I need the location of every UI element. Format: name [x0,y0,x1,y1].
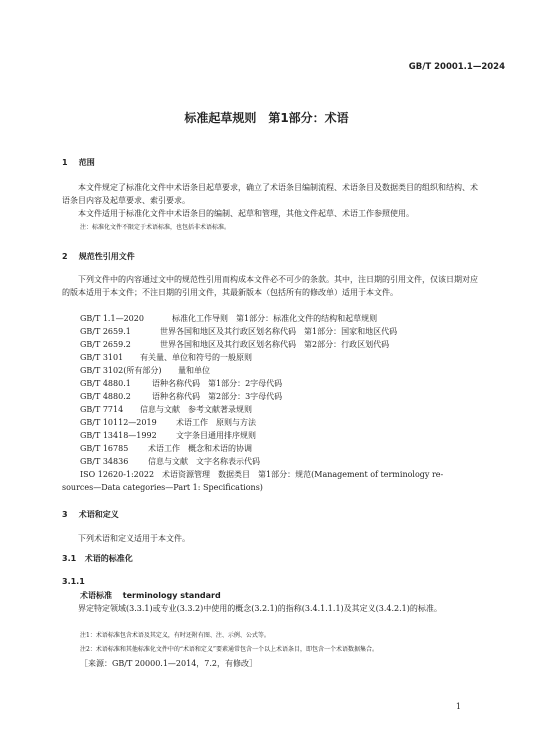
reference-code: GB/T 4880.2 [80,392,131,401]
reference-title: 标准化工作导则 第1部分：标准化文件的结构和起草规则 [172,314,378,323]
scope-paragraph-2: 本文件适用于标准化文件中术语条目的编制、起草和管理，其他文件起草、术语工作参照使用。 [78,209,414,218]
terms-intro: 下列术语和定义适用于本文件。 [78,534,190,543]
reference-title: 有关量、单位和符号的一般原则 [140,353,252,362]
subsection-number: 3.1 [62,554,77,563]
reference-item-iso-continued: sources—Data categories—Part 1: Specifications) [62,483,263,492]
reference-title: 文字条目通用排序规则 [176,431,256,440]
reference-title: 世界各国和地区及其行政区划名称代码 第1部分：国家和地区代码 [160,327,398,336]
reference-code: GB/T 16785 [80,444,129,453]
term-note-2: 注2：术语标准和其他标准化文件中的“术语和定义”要素通常包含一个以上术语条目，即包含一个术语数据集合。 [80,646,378,653]
section-number: 3 [62,510,68,519]
term-english: terminology standard [122,591,221,600]
reference-title: 语种名称代码 第2部分：3字母代码 [152,392,283,401]
reference-title: 术语工作 原则与方法 [176,418,256,427]
reference-title: 信息与文献 文字名称表示代码 [148,457,260,466]
standard-code: GB/T 20001.1—2024 [408,62,505,72]
reference-code: GB/T 4880.1 [80,379,131,388]
reference-item [80,325,397,338]
term-chinese: 术语标准 [80,591,112,600]
reference-item [80,364,210,377]
reference-item-iso: ISO 12620-1:2022 术语资源管理 数据类目 第1部分：规范(Management of terminology re- [80,470,444,479]
reference-code: GB/T 3102(所有部分) [80,366,162,375]
reference-item [80,338,389,351]
document-title: 标准起草规则 第1部分：术语 [184,111,349,125]
reference-code: GB/T 7714 [80,405,124,414]
reference-code: GB/T 13418—1992 [80,431,157,440]
reference-code: GB/T 2659.1 [80,327,131,336]
reference-item [80,403,252,416]
section-number: 1 [62,158,68,167]
reference-title: 世界各国和地区及其行政区划名称代码 第2部分：行政区划代码 [160,340,390,349]
reference-item [80,351,252,364]
reference-item [80,416,256,429]
references-intro: 下列文件中的内容通过文中的规范性引用而构成本文件必不可少的条款。其中，注日期的引用文件，仅该日期对应的版本适用于本文件；不注日期的引用文件，其最新版本（包括所有的修改单）适用于本文件。 [62,275,478,297]
reference-item [80,390,282,403]
section-heading-scope [62,157,95,168]
reference-title: 量和单位 [178,366,210,375]
section-title: 范围 [78,158,95,167]
section-heading-terms [62,509,119,520]
reference-item [80,429,256,442]
reference-item [80,377,282,390]
section-number: 2 [62,252,68,261]
reference-code: GB/T 34836 [80,457,129,466]
term-definition: 界定特定领域(3.3.1)或专业(3.3.2)中使用的概念(3.2.1)的指称(3.4.1.1.1)及其定义(3.4.2.1)的标准。 [78,604,442,613]
term-note-1: 注1：术语标准包含术语及其定义，有时还附有图、注、示例、公式等。 [80,632,270,639]
section-title: 术语和定义 [78,510,119,519]
reference-code: GB/T 2659.2 [80,340,131,349]
entry-number: 3.1.1 [62,577,85,586]
reference-title: 术语工作 概念和术语的协调 [148,444,252,453]
section-title: 规范性引用文件 [78,252,135,261]
term-entry [80,590,221,601]
scope-paragraph-1: 本文件规定了标准化文件中术语条目起草要求，确立了术语条目编制流程、术语条目及数据类目的组织和结构、术语条目内容及起草要求、索引要求。 [62,183,478,205]
reference-code: GB/T 10112—2019 [80,418,157,427]
section-heading-normative-references [62,251,135,262]
subsection-heading [62,553,133,564]
subsection-title: 术语的标准化 [84,554,133,563]
reference-title: 信息与文献 参考文献著录规则 [140,405,252,414]
reference-item [80,442,252,455]
reference-item [80,455,260,468]
page-number: 1 [455,702,461,711]
reference-item [80,312,377,325]
scope-note: 注：标准化文件不限定于术语标准，也包括非术语标准。 [80,224,231,231]
term-source: ［来源：GB/T 20000.1—2014，7.2，有修改］ [80,659,258,668]
reference-code: GB/T 3101 [80,353,124,362]
reference-title: 语种名称代码 第1部分：2字母代码 [152,379,283,388]
reference-code: GB/T 1.1—2020 [80,314,144,323]
